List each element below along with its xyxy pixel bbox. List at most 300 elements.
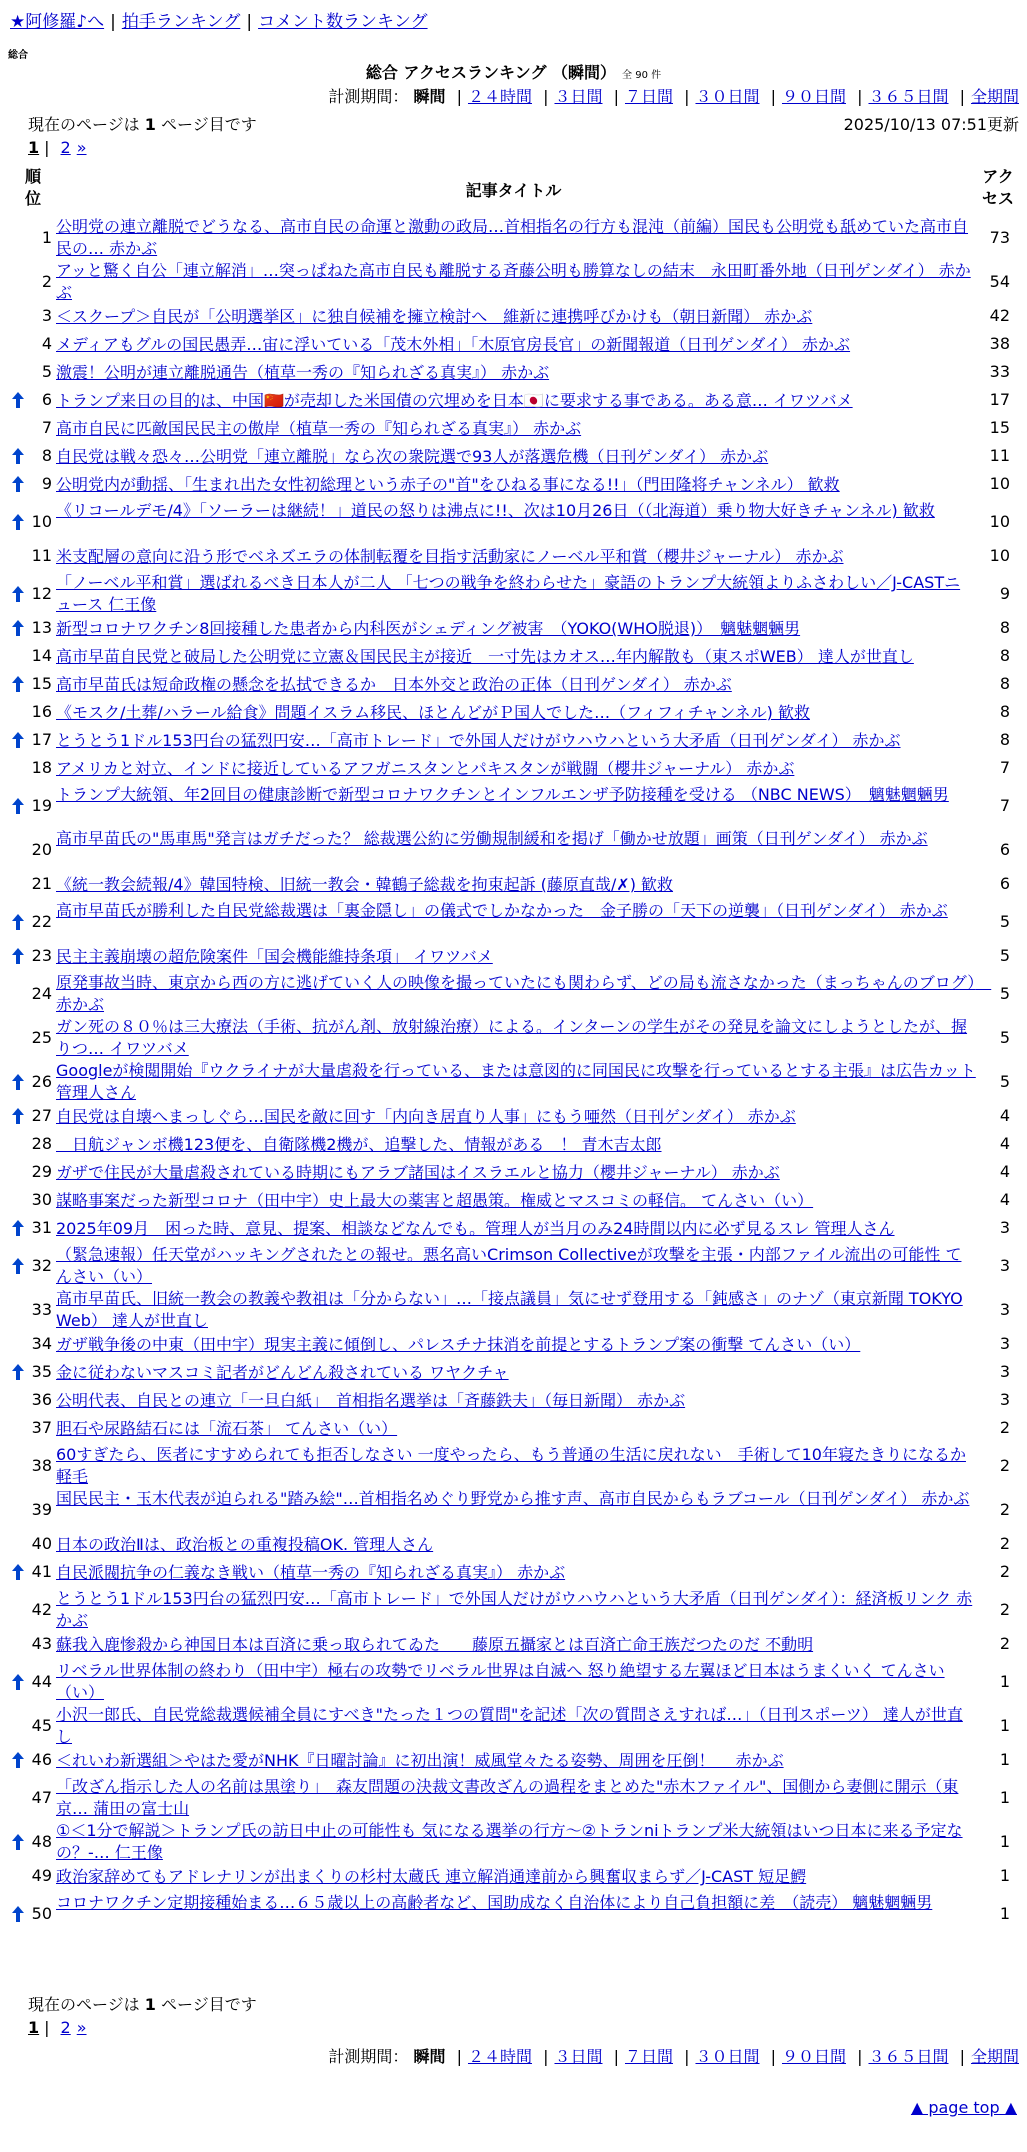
article-title-cell	[56, 784, 976, 806]
article-title-link[interactable]: ガン死の８０％は三大療法（手術、抗がん剤、放射線治療）による。インターンの学生がその発見を論文にしようとしたが、握りつ… イワツバメ	[56, 1017, 968, 1058]
period-separator: |	[684, 87, 690, 106]
rank-number: 35	[31, 1362, 52, 1381]
period-24h-link[interactable]: ２４時間	[467, 2047, 532, 2066]
access-count: 3	[999, 1334, 1010, 1353]
article-title-link[interactable]: Googleが検閲開始『ウクライナが大量虐殺を行っている、または意図的に同国民に攻撃を行っているとする主張』は広告カット 管理人さん	[56, 1061, 976, 1102]
table-row	[0, 1442, 1027, 1486]
article-title-cell	[56, 546, 976, 568]
footer-period-nav	[328, 2046, 1019, 2068]
table-row	[0, 386, 1027, 414]
period-current: 瞬間	[413, 87, 446, 106]
period-separator: |	[959, 2047, 965, 2066]
rank-number: 6	[41, 390, 52, 409]
rank-number: 20	[31, 840, 52, 859]
article-title-link[interactable]: 謀略事案だった新型コロナ（田中宇）史上最大の薬害と超愚策。権威とマスコミの軽信。 てんさい（い）	[56, 1191, 814, 1210]
period-separator: |	[857, 87, 863, 106]
article-title-link[interactable]: 蘇我入鹿惨殺から神国日本は百済に乗っ取られてゐた 藤原五攝家とは百済亡命王族だつたのだ 不動明	[56, 1635, 814, 1654]
rank-number: 26	[31, 1072, 52, 1091]
access-count: 1	[999, 1716, 1010, 1735]
rank-number: 38	[31, 1456, 52, 1475]
page-info-number: 1	[144, 1995, 156, 2014]
nav-separator: |	[110, 12, 116, 32]
table-row	[0, 1818, 1027, 1862]
access-count: 4	[999, 1106, 1010, 1125]
article-title-link[interactable]: トランプ来日の目的は、中国🇨🇳が売却した米国債の穴埋めを日本🇯🇵に要求する事である。ある意… イワツバメ	[56, 391, 853, 410]
page-info-prefix: 現在のページは	[28, 1995, 140, 2014]
access-count: 7	[999, 796, 1010, 815]
table-row	[0, 1630, 1027, 1658]
article-title-link[interactable]: ガザ戦争後の中東（田中宇）現実主義に傾倒し、パレスチナ抹消を前提とするトランプ案の衝撃 てんさい（い）	[56, 1335, 861, 1354]
article-title-cell	[56, 1244, 976, 1288]
article-title-cell	[56, 1334, 976, 1356]
article-title-cell	[56, 1892, 976, 1914]
pager-next-link[interactable]: »	[76, 2018, 87, 2037]
article-title-link[interactable]: アメリカと対立、インドに接近しているアフガニスタンとパキスタンが戦闘（櫻井ジャーナル） 赤かぶ	[56, 759, 795, 778]
access-count: 5	[999, 984, 1010, 1003]
article-title-link[interactable]: ガザで住民が大量虐殺されている時期にもアラブ諸国はイスラエルと協力（櫻井ジャーナル） 赤かぶ	[56, 1163, 780, 1182]
article-title-cell	[56, 618, 976, 640]
rank-number: 4	[41, 334, 52, 353]
table-row	[0, 498, 1027, 542]
table-row	[0, 1586, 1027, 1630]
article-title-link[interactable]: メディアもグルの国民愚弄…宙に浮いている「茂木外相」「木原官房長官」の新聞報道（日刊ゲンダイ） 赤かぶ	[56, 335, 851, 354]
rank-number: 34	[31, 1334, 52, 1353]
article-title-link[interactable]: 自民派閥抗争の仁義なき戦い（植草一秀の『知られざる真実』） 赤かぶ	[56, 1563, 566, 1582]
article-title-cell	[56, 1750, 976, 1772]
table-row	[0, 1186, 1027, 1214]
period-3d-link[interactable]: ３日間	[554, 87, 603, 106]
period-separator: |	[613, 87, 619, 106]
access-count: 8	[999, 646, 1010, 665]
access-count: 2	[999, 1456, 1010, 1475]
access-count: 7	[999, 758, 1010, 777]
article-title-cell	[56, 500, 976, 522]
table-row	[0, 1330, 1027, 1358]
access-count: 5	[999, 946, 1010, 965]
article-title-link[interactable]: とうとう1ドル153円台の猛烈円安…「高市トレード」で外国人だけがウハウハという大矛盾（日刊ゲンダイ） 赤かぶ	[56, 731, 901, 750]
article-title-link[interactable]: 公明党の連立離脱でどうなる、高市自民の命運と激動の政局…首相指名の行方も混沌（前編）国民も公明党も舐めていた高市自民の… 赤かぶ	[56, 217, 969, 258]
article-title-link[interactable]: トランプ大統領、年2回目の健康診断で新型コロナワクチンとインフルエンザ予防接種を受ける （NBC NEWS） 魑魅魍魎男	[56, 785, 949, 804]
top-navigation	[10, 10, 428, 34]
access-count: 38	[989, 334, 1010, 353]
access-count: 8	[999, 618, 1010, 637]
article-title-cell	[56, 1106, 976, 1128]
access-count: 1	[999, 1788, 1010, 1807]
rank-number: 46	[31, 1750, 52, 1769]
period-separator: |	[543, 87, 549, 106]
article-title-link[interactable]: とうとう1ドル153円台の猛烈円安…「高市トレード」で外国人だけがウハウハという大矛盾（日刊ゲンダイ）：経済板リンク 赤かぶ	[56, 1589, 973, 1630]
table-row	[0, 414, 1027, 442]
rank-number: 24	[31, 984, 52, 1003]
table-row	[0, 1658, 1027, 1702]
rank-number: 29	[31, 1162, 52, 1181]
rank-number: 33	[31, 1300, 52, 1319]
rank-number: 16	[31, 702, 52, 721]
article-title-link[interactable]: ①＜1分で解説＞トランプ氏の訪日中止の可能性も 気になる選挙の行方～②トランniトランプ米大統領はいつ日本に来る予定なの？-… 仁王像	[56, 1821, 963, 1862]
pager-page-2-link[interactable]: 2	[60, 2018, 71, 2037]
pager-next-link[interactable]: »	[76, 138, 87, 157]
rank-number: 27	[31, 1106, 52, 1125]
article-title-link[interactable]: 金に従わないマスコミ記者がどんどん殺されている ワヤクチャ	[56, 1363, 509, 1382]
rank-number: 36	[31, 1390, 52, 1409]
table-header	[0, 164, 1027, 212]
article-title-link[interactable]: 新型コロナワクチン8回接種した患者から内科医がシェディング被害 （YOKO(WHO脱退)） 魑魅魍魎男	[56, 619, 801, 638]
updated-timestamp: 2025/10/13 07:51更新	[843, 115, 1019, 134]
article-title-link[interactable]: 「改ざん指示した人の名前は黒塗り」 森友問題の決裁文書改ざんの過程をまとめた"赤木ファイル"、国側から妻側に開示（東京… 蒲田の富士山	[56, 1777, 959, 1818]
article-title-link[interactable]: 政治家辞めてもアドレナリンが出まくりの杉村太蔵氏 連立解消通達前から興奮収まらず／J-CAST 短足鰐	[56, 1867, 807, 1886]
access-count: 73	[989, 228, 1010, 247]
access-count: 54	[989, 272, 1010, 291]
rank-number: 39	[31, 1500, 52, 1519]
table-row	[0, 1774, 1027, 1818]
table-row	[0, 442, 1027, 470]
article-title-cell	[56, 334, 976, 356]
article-title-link[interactable]: 高市早苗氏、旧統一教会の教義や教祖は「分からない」…「接点議員」気にせず登用する「鈍感さ」のナゾ（東京新聞 TOKYO Web） 達人が世直し	[56, 1289, 963, 1330]
period-separator: |	[456, 2047, 462, 2066]
title-column-header: 記事タイトル	[465, 181, 562, 200]
rank-number: 47	[31, 1788, 52, 1807]
article-title-link[interactable]: 《モスク/土葬/ハラール給食》問題イスラム移民、ほとんどがＰ国人でした…（フィフィチャンネル) 歓救	[56, 703, 810, 722]
footer-page-info	[28, 1992, 257, 2015]
nav-separator: |	[246, 12, 253, 32]
access-count: 1	[999, 1672, 1010, 1691]
access-count: 15	[989, 418, 1010, 437]
article-title-link[interactable]: 自民党は自壊へまっしぐら…国民を敵に回す「内向き居直り人事」にもう唖然（日刊ゲンダイ） 赤かぶ	[56, 1107, 796, 1126]
table-row	[0, 642, 1027, 670]
article-title-link[interactable]: 公明代表、自民との連立「一旦白紙」 首相指名選挙は「斉藤鉄夫」（毎日新聞） 赤かぶ	[56, 1391, 686, 1410]
period-separator: |	[543, 2047, 549, 2066]
article-title-cell	[56, 1704, 976, 1748]
article-title-cell	[56, 390, 976, 412]
ranking-title-text: 総合 アクセスランキング （瞬間）	[365, 63, 617, 82]
page-top-link[interactable]: ▲ page top ▲	[910, 2098, 1017, 2117]
table-row	[0, 1130, 1027, 1158]
pager	[28, 138, 87, 157]
article-title-link[interactable]: 米支配層の意向に沿う形でベネズエラの体制転覆を目指す活動家にノーベル平和賞（櫻井ジャーナル） 赤かぶ	[56, 547, 844, 566]
clap-ranking-link[interactable]: 拍手ランキング	[121, 12, 241, 32]
article-title-cell	[56, 1634, 976, 1656]
article-title-cell	[56, 1534, 976, 1556]
article-title-cell	[56, 972, 992, 1016]
article-title-link[interactable]: 民主主義崩壊の超危険案件「国会機能維持条項」 イワツバメ	[56, 947, 493, 966]
article-title-cell	[56, 216, 976, 260]
table-row	[0, 214, 1027, 258]
rank-number: 45	[31, 1716, 52, 1735]
article-title-link[interactable]: ＜スクープ＞自民が「公明選挙区」に独自候補を擁立検討へ 維新に連携呼びかけも（朝日新聞） 赤かぶ	[56, 307, 813, 326]
article-title-link[interactable]: ＜れいわ新選組＞やはた愛がNHK『日曜討論』に初出演！威風堂々たる姿勢、周囲を圧倒！ 赤かぶ	[56, 1751, 784, 1770]
access-count: 3	[999, 1256, 1010, 1275]
period-30d-link[interactable]: ３０日間	[695, 2047, 760, 2066]
article-title-cell	[56, 1190, 976, 1212]
rank-number: 7	[41, 418, 52, 437]
table-row	[0, 1058, 1027, 1102]
table-row	[0, 1862, 1027, 1890]
table-row	[0, 1558, 1027, 1586]
article-title-cell	[56, 828, 976, 850]
pager-current: 1	[28, 138, 40, 157]
table-row	[0, 1242, 1027, 1286]
access-count: 8	[999, 702, 1010, 721]
comment-ranking-link[interactable]: コメント数ランキング	[258, 12, 428, 32]
pager-separator: |	[44, 138, 50, 157]
article-title-cell	[56, 730, 976, 752]
article-title-link[interactable]: 《リコールデモ/4》「ソーラーは継続！」道民の怒りは沸点に!!、次は10月26日（（北海道）乗り物大好きチャンネル) 歓救	[56, 501, 935, 520]
rank-number: 50	[31, 1904, 52, 1923]
rank-number: 14	[31, 646, 52, 665]
article-title-cell	[56, 1562, 976, 1584]
period-90d-link[interactable]: ９０日間	[781, 2047, 846, 2066]
access-count: 4	[999, 1162, 1010, 1181]
table-row	[0, 670, 1027, 698]
rank-number: 21	[31, 874, 52, 893]
access-count: 1	[999, 1832, 1010, 1851]
period-separator: |	[959, 87, 965, 106]
access-column-header: アクセス	[981, 167, 1014, 208]
period-24h-link[interactable]: ２４時間	[467, 87, 532, 106]
pager-separator: |	[44, 2018, 50, 2037]
article-title-cell	[56, 446, 976, 468]
table-row	[0, 1890, 1027, 1934]
table-row	[0, 970, 1027, 1014]
article-title-link[interactable]: 2025年09月 困った時、意見、提案、相談などなんでも。管理人が当月のみ24時間以内に必ず見るスレ 管理人さん	[56, 1219, 895, 1238]
period-365d-link[interactable]: ３６５日間	[868, 2047, 949, 2066]
rank-number: 48	[31, 1832, 52, 1851]
table-row	[0, 1286, 1027, 1330]
access-count: 11	[989, 446, 1010, 465]
period-365d-link[interactable]: ３６５日間	[868, 87, 949, 106]
period-separator: |	[456, 87, 462, 106]
table-row	[0, 358, 1027, 386]
access-count: 33	[989, 362, 1010, 381]
footer-pager	[28, 2018, 87, 2037]
article-title-cell	[56, 1060, 976, 1104]
table-row	[0, 1702, 1027, 1746]
article-title-cell	[56, 874, 976, 896]
article-title-link[interactable]: 国民民主・玉木代表が迫られる"踏み絵"…首相指名めぐり野党から推す声、高市自民からもラブコール（日刊ゲンダイ） 赤かぶ	[56, 1489, 970, 1508]
article-title-cell	[56, 1866, 976, 1888]
rank-number: 15	[31, 674, 52, 693]
article-title-cell	[56, 946, 976, 968]
access-count: 4	[999, 1134, 1010, 1153]
article-title-link[interactable]: 日本の政治Ⅱは、政治板との重複投稿OK. 管理人さん	[56, 1535, 434, 1554]
table-row	[0, 1746, 1027, 1774]
rank-number: 19	[31, 796, 52, 815]
total-count: 全 90 件	[622, 70, 662, 81]
access-count: 4	[999, 1190, 1010, 1209]
article-title-cell	[56, 1390, 976, 1412]
table-row	[0, 330, 1027, 358]
article-title-link[interactable]: 高市早苗氏は短命政権の懸念を払拭できるか 日本外交と政治の正体（日刊ゲンダイ） 赤かぶ	[56, 675, 732, 694]
access-count: 10	[989, 512, 1010, 531]
table-row	[0, 542, 1027, 570]
table-row	[0, 302, 1027, 330]
asyura-home-link[interactable]: ★阿修羅♪へ	[10, 12, 105, 32]
rank-number: 3	[41, 306, 52, 325]
table-row	[0, 1530, 1027, 1558]
access-count: 9	[999, 584, 1010, 603]
period-all-link[interactable]: 全期間	[970, 87, 1019, 106]
table-row	[0, 898, 1027, 942]
article-title-link[interactable]: アッと驚く自公「連立解消」…突っぱねた高市自民も離脱する斉藤公明も勝算なしの結末 永田町番外地（日刊ゲンダイ） 赤かぶ	[56, 261, 971, 302]
article-title-cell	[56, 1488, 976, 1510]
article-title-cell	[56, 758, 976, 780]
rank-number: 44	[31, 1672, 52, 1691]
access-count: 42	[989, 306, 1010, 325]
article-title-link[interactable]: 胆石や尿路結石には「流石茶」 てんさい（い）	[56, 1419, 398, 1438]
rank-number: 32	[31, 1256, 52, 1275]
period-7d-link[interactable]: ７日間	[624, 2047, 673, 2066]
article-title-cell	[56, 1162, 976, 1184]
article-title-cell	[56, 674, 976, 696]
access-count: 1	[999, 1904, 1010, 1923]
table-row	[0, 1358, 1027, 1386]
table-row	[0, 1214, 1027, 1242]
article-title-cell	[56, 260, 976, 304]
table-row	[0, 1102, 1027, 1130]
rank-number: 30	[31, 1190, 52, 1209]
article-title-cell	[56, 646, 976, 668]
article-title-link[interactable]: 「ノーベル平和賞」選ばれるべき日本人が二人 「七つの戦争を終わらせた」豪語のトランプ大統領よりふさわしい／J-CASTニュース 仁王像	[56, 573, 961, 614]
table-row	[0, 1014, 1027, 1058]
article-title-link[interactable]: リベラル世界体制の終わり（田中宇）極右の攻勢でリベラル世界は自滅へ 怒り絶望する左翼ほど日本はうまくいく てんさい（い）	[56, 1661, 945, 1702]
rank-number: 41	[31, 1562, 52, 1581]
period-separator: |	[857, 2047, 863, 2066]
article-title-cell	[56, 474, 976, 496]
article-title-cell	[56, 1820, 976, 1864]
article-title-cell	[56, 702, 976, 724]
table-row	[0, 1386, 1027, 1414]
access-count: 3	[999, 1300, 1010, 1319]
period-separator: |	[770, 2047, 776, 2066]
article-title-cell	[56, 1660, 976, 1704]
article-title-link[interactable]: コロナワクチン定期接種始まる…６５歳以上の高齢者など、国助成なく自治体により自己負担額に差 （読売） 魑魅魍魎男	[56, 1893, 933, 1912]
rank-number: 43	[31, 1634, 52, 1653]
article-title-link[interactable]: 小沢一郎氏、自民党総裁選候補全員にすべき"たった１つの質問"を記述「次の質問さえすれば…」（日刊スポーツ） 達人が世直し	[56, 1705, 963, 1746]
page-title	[0, 60, 1027, 83]
table-row	[0, 870, 1027, 898]
article-title-cell	[56, 1362, 976, 1384]
access-count: 5	[999, 1072, 1010, 1091]
page-info	[28, 112, 257, 135]
rank-number: 31	[31, 1218, 52, 1237]
access-count: 2	[999, 1418, 1010, 1437]
period-nav	[328, 86, 1019, 108]
rank-number: 42	[31, 1600, 52, 1619]
rank-number: 28	[31, 1134, 52, 1153]
page-info-prefix: 現在のページは	[28, 115, 140, 134]
rank-number: 25	[31, 1028, 52, 1047]
rank-number: 40	[31, 1534, 52, 1553]
access-count: 8	[999, 730, 1010, 749]
article-title-cell	[56, 1218, 976, 1240]
table-row	[0, 614, 1027, 642]
table-row	[0, 826, 1027, 870]
rank-column-header: 順位	[24, 167, 41, 208]
access-count: 17	[989, 390, 1010, 409]
table-row	[0, 726, 1027, 754]
article-title-link[interactable]: 高市早苗自民党と破局した公明党に立憲＆国民民主が接近 一寸先はカオス…年内解散も（東スポWEB） 達人が世直し	[56, 647, 914, 666]
access-count: 2	[999, 1600, 1010, 1619]
rank-number: 1	[41, 228, 52, 247]
article-title-cell	[56, 418, 976, 440]
period-separator: |	[684, 2047, 690, 2066]
access-count: 5	[999, 1028, 1010, 1047]
period-label: 計測期間：	[328, 87, 409, 106]
period-30d-link[interactable]: ３０日間	[695, 87, 760, 106]
access-count: 6	[999, 874, 1010, 893]
period-label: 計測期間：	[328, 2047, 409, 2066]
table-row	[0, 782, 1027, 826]
article-title-link[interactable]: 高市自民に匹敵国民民主の傲岸（植草一秀の『知られざる真実』） 赤かぶ	[56, 419, 582, 438]
period-7d-link[interactable]: ７日間	[624, 87, 673, 106]
article-title-cell	[56, 1016, 976, 1060]
rank-number: 11	[31, 546, 52, 565]
rank-number: 5	[41, 362, 52, 381]
article-title-link[interactable]: 高市早苗氏の"馬車馬"発言はガチだった？ 総裁選公約に労働規制緩和を掲げ「働かせ放題」画策（日刊ゲンダイ） 赤かぶ	[56, 829, 928, 848]
article-title-cell	[56, 900, 976, 922]
article-title-link[interactable]: 原発事故当時、東京から西の方に逃げていく人の映像を撮っていたにも関わらず、どの局も流さなかった（まっちゃんのブログ） 赤かぶ	[56, 973, 992, 1014]
period-separator: |	[770, 87, 776, 106]
table-row	[0, 1414, 1027, 1442]
table-row	[0, 1158, 1027, 1186]
period-separator: |	[613, 2047, 619, 2066]
article-title-cell	[56, 1418, 976, 1440]
access-count: 2	[999, 1562, 1010, 1581]
rank-number: 49	[31, 1866, 52, 1885]
table-row	[0, 470, 1027, 498]
article-title-link[interactable]: 60すぎたら、医者にすすめられても拒否しなさい 一度やったら、もう普通の生活に戻れない 手術して10年寝たきりになるか軽毛	[56, 1445, 966, 1486]
rank-number: 18	[31, 758, 52, 777]
access-count: 5	[999, 912, 1010, 931]
table-row	[0, 942, 1027, 970]
article-title-cell	[56, 1288, 976, 1332]
pager-page-2-link[interactable]: 2	[60, 138, 71, 157]
rank-number: 2	[41, 272, 52, 291]
rank-number: 23	[31, 946, 52, 965]
article-title-cell	[56, 362, 976, 384]
table-row	[0, 570, 1027, 614]
article-title-link[interactable]: 高市早苗氏が勝利した自民党総裁選は「裏金隠し」の儀式でしかなかった 金子勝の「天下の逆襲」（日刊ゲンダイ） 赤かぶ	[56, 901, 948, 920]
period-3d-link[interactable]: ３日間	[554, 2047, 603, 2066]
access-count: 3	[999, 1362, 1010, 1381]
article-title-cell	[56, 1776, 976, 1820]
article-title-cell	[56, 1588, 976, 1632]
article-title-cell	[56, 1134, 976, 1156]
article-title-link[interactable]: （緊急速報）任天堂がハッキングされたとの報せ。悪名高いCrimson Collectiveが攻撃を主張・内部ファイル流出の可能性 てんさい（い）	[56, 1245, 962, 1286]
period-90d-link[interactable]: ９０日間	[781, 87, 846, 106]
access-count: 3	[999, 1218, 1010, 1237]
article-title-cell	[56, 1444, 976, 1488]
access-count: 6	[999, 840, 1010, 859]
access-count: 2	[999, 1534, 1010, 1553]
access-count: 1	[999, 1750, 1010, 1769]
table-row	[0, 258, 1027, 302]
rank-number: 37	[31, 1418, 52, 1437]
rank-number: 13	[31, 618, 52, 637]
rank-number: 17	[31, 730, 52, 749]
article-title-link[interactable]: 激震！公明が連立離脱通告（植草一秀の『知られざる真実』） 赤かぶ	[56, 363, 550, 382]
article-title-link[interactable]: 日航ジャンボ機123便を、自衛隊機2機が、追撃した、情報がある ！ 青木吉太郎	[56, 1135, 662, 1154]
table-row	[0, 698, 1027, 726]
article-title-cell	[56, 572, 976, 616]
article-title-link[interactable]: 公明党内が動揺、「生まれ出た女性初総理という赤子の"首"をひねる事になる!!」（門田隆将チャンネル） 歓救	[56, 475, 840, 494]
pager-current: 1	[28, 2018, 40, 2037]
article-title-link[interactable]: 《統一教会続報/4》韓国特検、旧統一教会・韓鶴子総裁を拘束起訴 (藤原直哉/✗) 歓救	[56, 875, 674, 894]
access-count: 10	[989, 474, 1010, 493]
period-all-link[interactable]: 全期間	[970, 2047, 1019, 2066]
access-count: 2	[999, 1634, 1010, 1653]
article-title-link[interactable]: 自民党は戦々恐々…公明党「連立離脱」なら次の衆院選で93人が落選危機（日刊ゲンダイ） 赤かぶ	[56, 447, 769, 466]
